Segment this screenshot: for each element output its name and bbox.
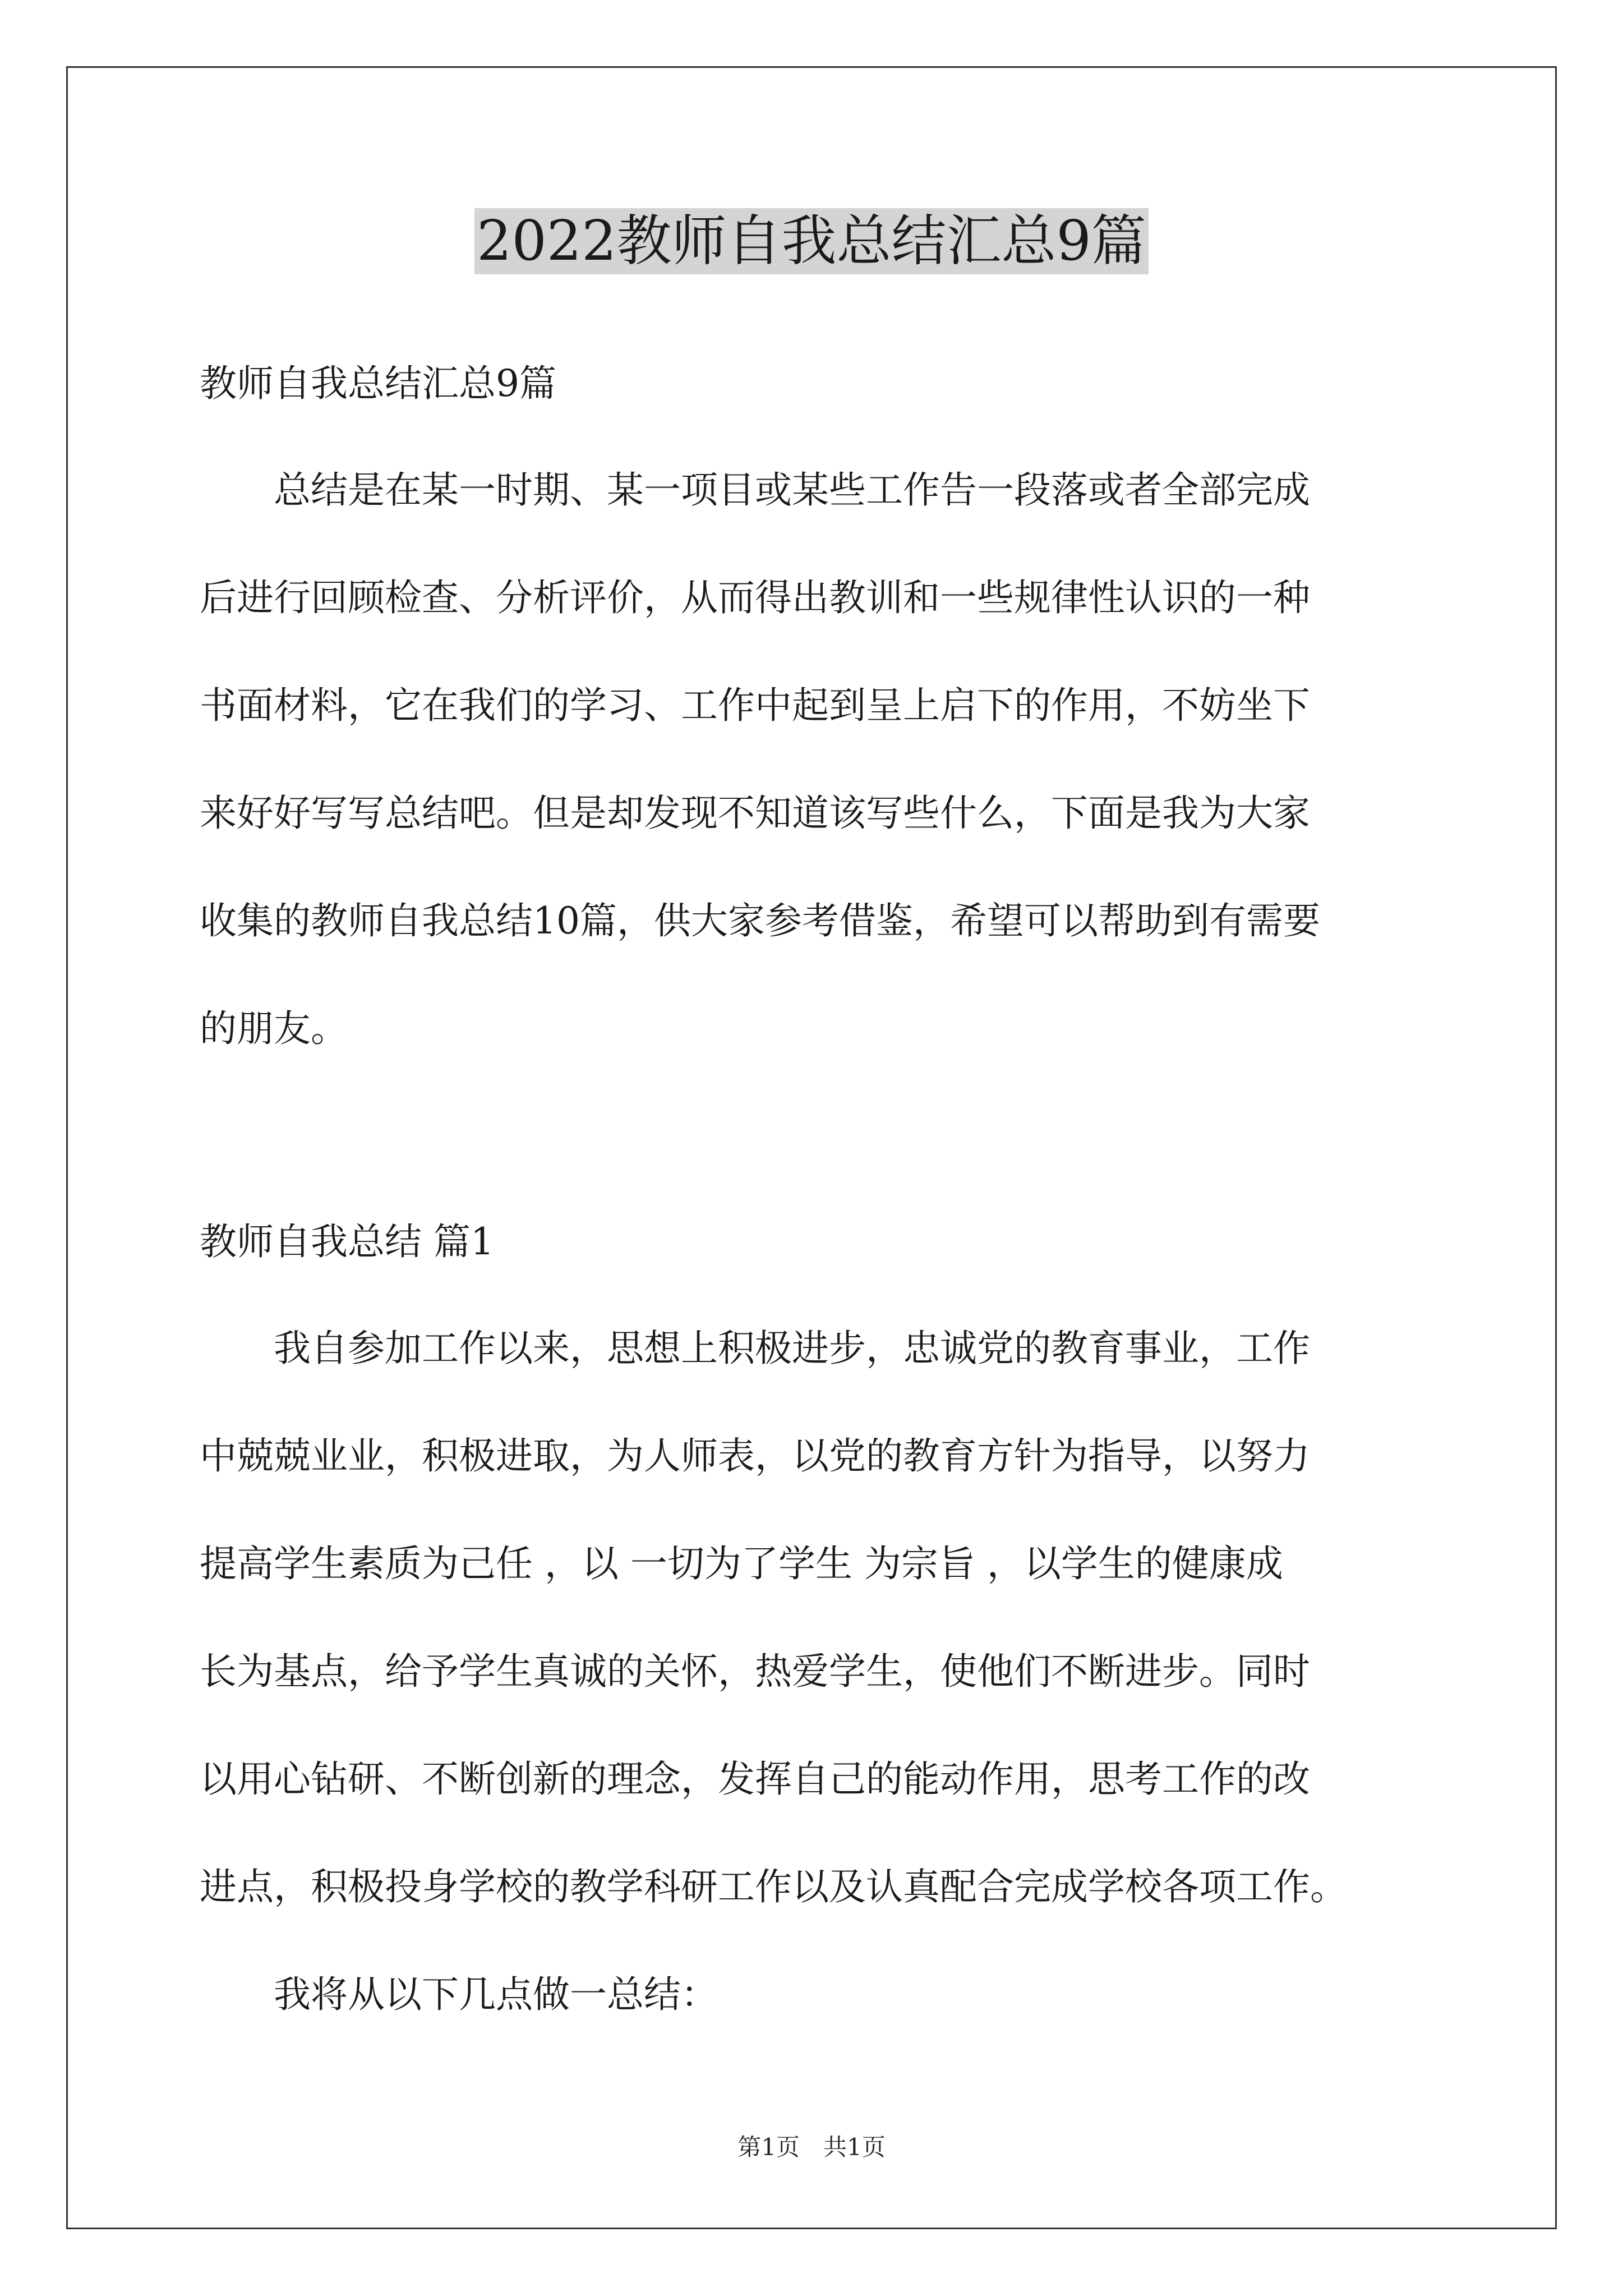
intro-line: 后进行回顾检查、分析评价，从而得出教训和一些规律性认识的一种 [200,576,1310,619]
intro-line: 书面材料，它在我们的学习、工作中起到呈上启下的作用，不妨坐下 [200,684,1310,727]
intro-line: 的朋友。 [200,1007,348,1050]
section-heading: 教师自我总结 篇1 [200,1220,494,1263]
section-line: 我自参加工作以来，思想上积极进步，忠诚党的教育事业，工作 [200,1327,1310,1370]
section-line: 以用心钻研、不断创新的理念，发挥自己的能动作用，思考工作的改 [200,1757,1310,1801]
document-title [0,206,1623,276]
intro-line: 收集的教师自我总结10篇，供大家参考借鉴，希望可以帮助到有需要 [200,899,1320,942]
section-line: 中兢兢业业，积极进取，为人师表，以党的教育方针为指导，以努力 [200,1434,1310,1478]
intro-line: 来好好写写总结吧。但是却发现不知道该写些什么，下面是我为大家 [200,792,1310,835]
subtitle: 教师自我总结汇总9篇 [200,362,556,405]
title-text: 2022教师自我总结汇总9篇 [474,208,1149,274]
section-line: 我将从以下几点做一总结： [200,1973,718,2016]
section-line: 提高学生素质为己任 ，以 一切为了学生 为宗旨 ，以学生的健康成 [200,1542,1283,1585]
intro-line: 总结是在某一时期、某一项目或某些工作告一段落或者全部完成 [200,468,1310,512]
section-line: 长为基点，给予学生真诚的关怀，热爱学生，使他们不断进步。同时 [200,1650,1310,1693]
page-footer: 第1页 共1页 [737,2133,886,2161]
section-line: 进点，积极投身学校的教学科研工作以及认真配合完成学校各项工作。 [200,1865,1347,1908]
